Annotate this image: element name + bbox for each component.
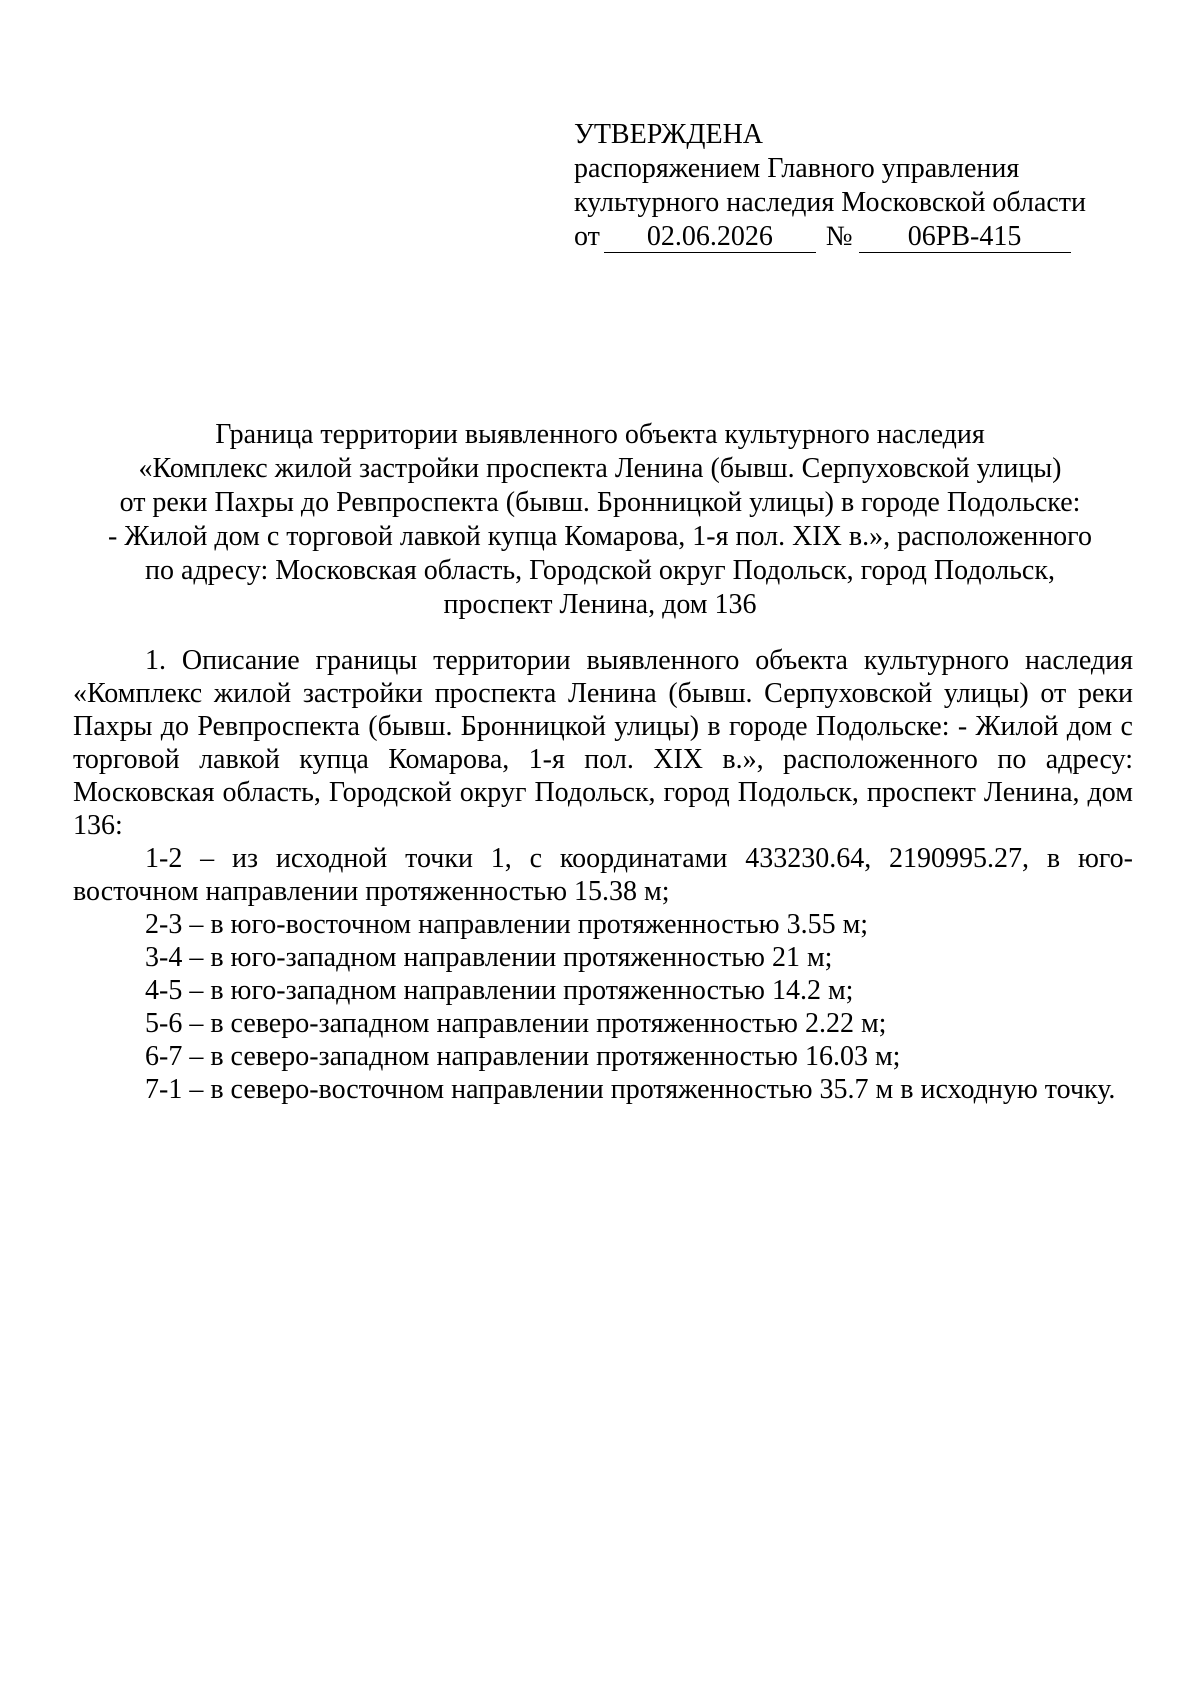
approval-date-field: 02.06.2026 (604, 222, 816, 253)
title-line: - Жилой дом с торговой лавкой купца Комарова, 1-я пол. XIX в.», расположенного (108, 521, 1092, 552)
title-line: проспект Ленина, дом 136 (443, 589, 757, 620)
approval-title: УТВЕРЖДЕНА (574, 119, 764, 150)
boundary-segment: 5-6 – в северо-западном направлении протяженностью 2.22 м; (145, 1008, 887, 1039)
approval-stamp (574, 118, 1134, 254)
title-line: от реки Пахры до Ревпроспекта (бывш. Бронницкой улицы) в городе Подольске: (119, 487, 1081, 518)
title-line: по адресу: Московская область, Городской округ Подольск, город Подольск, (145, 555, 1055, 586)
approval-number-field: 06РВ-415 (859, 222, 1071, 253)
boundary-segment: 1-2 – из исходной точки 1, с координатами 433230.64, 2190995.27, в юго-восточном направлении протяженностью 15.38 м; (73, 843, 1133, 907)
document-title (60, 418, 1140, 622)
number-sign: № (825, 221, 853, 252)
title-line: Граница территории выявленного объекта культурного наследия (215, 419, 985, 450)
approval-date-line (574, 220, 1134, 254)
boundary-segment: 3-4 – в юго-западном направлении протяженностью 21 м; (145, 942, 833, 973)
boundary-segment: 2-3 – в юго-восточном направлении протяженностью 3.55 м; (145, 909, 869, 940)
approval-line-2: культурного наследия Московской области (574, 187, 1087, 218)
document-body (73, 644, 1133, 1106)
boundary-segment: 4-5 – в юго-западном направлении протяженностью 14.2 м; (145, 975, 854, 1006)
boundary-segment: 6-7 – в северо-западном направлении протяженностью 16.03 м; (145, 1041, 901, 1072)
title-line: «Комплекс жилой застройки проспекта Ленина (бывш. Серпуховской улицы) (138, 453, 1062, 484)
date-prefix: от (574, 221, 600, 252)
boundary-segment: 7-1 – в северо-восточном направлении протяженностью 35.7 м в исходную точку. (145, 1074, 1116, 1105)
boundary-description-intro: 1. Описание границы территории выявленного объекта культурного наследия «Комплекс жилой застройки проспекта Ленина (бывш. Серпуховской улицы) от реки Пахры до Ревпроспекта (бывш. Бронницкой улицы) в городе Подольске: - Жилой дом с торговой лавкой купца Комарова, 1-я пол. XIX в.», расположенного по адресу: Московская область, Городской округ Подольск, город Подольск, проспект Ленина, дом 136: (73, 645, 1133, 841)
approval-line-1: распоряжением Главного управления (574, 153, 1020, 184)
